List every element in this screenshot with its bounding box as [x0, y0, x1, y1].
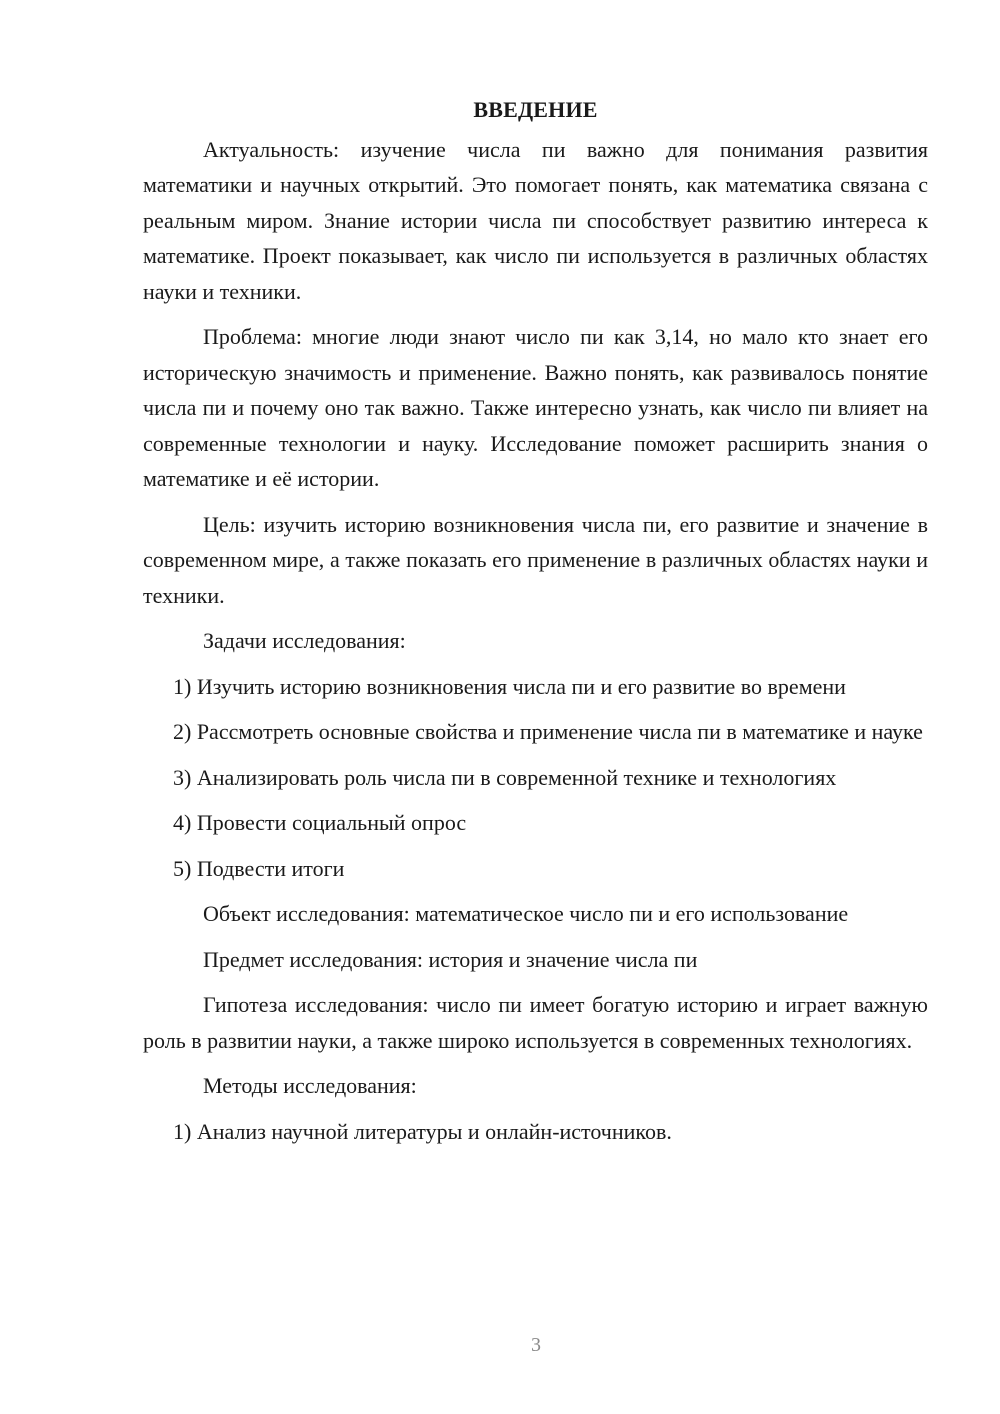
tasks-heading: Задачи исследования:	[203, 628, 406, 653]
paragraph-goal: Цель: изучить историю возникновения числа пи, его развитие и значение в современном мире, а также показать его применение в различных областях науки и техники.	[143, 511, 928, 608]
paragraph-hypothesis: Гипотеза исследования: число пи имеет богатую историю и играет важную роль в развитии науки, а также широко используется в современных технологиях.	[143, 992, 928, 1053]
task-item: 2) Рассмотреть основные свойства и применение числа пи в математике и науке	[173, 719, 923, 744]
paragraph-object: Объект исследования: математическое число пи и его использование	[203, 901, 849, 926]
page-number: 3	[531, 1334, 541, 1356]
document-page	[143, 92, 928, 1159]
section-title: ВВЕДЕНИЕ	[473, 97, 598, 122]
methods-heading: Методы исследования:	[203, 1073, 417, 1098]
paragraph-subject: Предмет исследования: история и значение числа пи	[203, 946, 698, 972]
task-item: 3) Анализировать роль числа пи в современной технике и технологиях	[173, 764, 837, 790]
task-item: 1) Изучить историю возникновения числа пи и его развитие во времени	[173, 673, 846, 699]
paragraph-relevance: Актуальность: изучение числа пи важно для понимания развития математики и научных открытий. Это помогает понять, как математика связана с реальным миром. Знание истории числа пи способствует развитию интереса к математике. Проект показывает, как число пи используется в различных областях науки и техники.	[143, 136, 928, 304]
task-item: 4) Провести социальный опрос	[173, 810, 467, 835]
method-item: 1) Анализ научной литературы и онлайн-источников.	[173, 1118, 672, 1144]
paragraph-problem: Проблема: многие люди знают число пи как 3,14, но мало кто знает его историческую значимость и применение. Важно понять, как развивалось понятие числа пи и почему оно так важно. Также интересно узнать, как число пи влияет на современные технологии и науку. Исследование поможет расширить знания о математике и её истории.	[143, 324, 928, 491]
task-item: 5) Подвести итоги	[173, 855, 345, 881]
